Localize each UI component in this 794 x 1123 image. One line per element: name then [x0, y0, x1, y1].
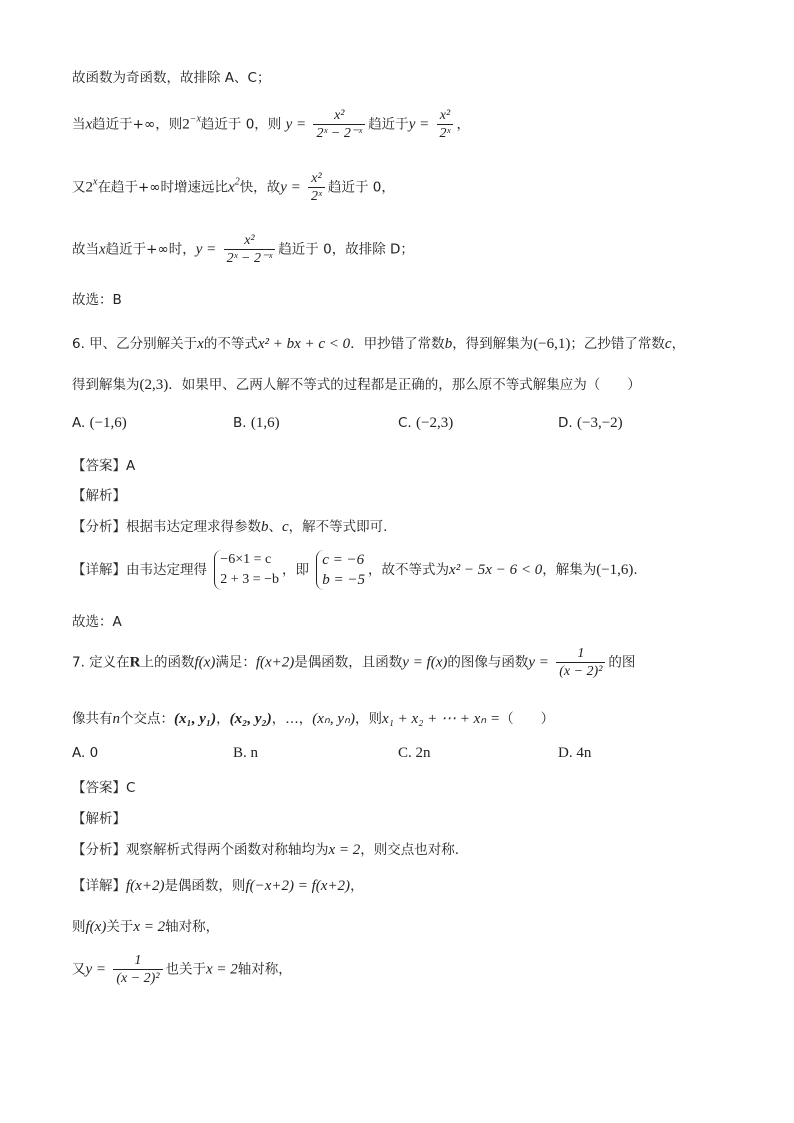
- text-line: 故函数为奇函数，故排除 A、C；: [72, 70, 271, 86]
- option-c: C. 2n: [398, 745, 431, 761]
- question-6: 6. 甲、乙分别解关于x的不等式x² + bx + c < 0．甲抄错了常数b，得到解集为(−6,1)；乙抄错了常数c，: [72, 336, 686, 352]
- fraction: $\frac{1}{\text{(x − 2)²}}$: [113, 952, 162, 987]
- text-line: 又2$^x$在趋于+∞时增速远比$x^2$快，故y = $\frac{\text{x²}}{\text{2ˣ}}$ 趋近于 0，: [72, 171, 395, 204]
- option-b: B. n: [233, 745, 259, 761]
- detail-text: 【详解】f(x+2)是偶函数，则f(−x+2) = f(x+2)，: [72, 878, 364, 894]
- fraction: $\frac{\text{x²}}{\text{2ˣ}}$: [308, 170, 325, 205]
- fraction: $\frac{\text{x²}}{\text{2ˣ − 2⁻ˣ}}$: [313, 107, 365, 142]
- option-d: D. (−3,−2): [558, 415, 623, 431]
- option-a: A. (−1,6): [72, 415, 127, 431]
- option-a: A. 0: [72, 745, 99, 761]
- analysis-text: 【分析】观察解析式得两个函数对称轴均为x = 2，则交点也对称.: [72, 842, 460, 858]
- text-line: 则f(x)关于x = 2轴对称，: [72, 919, 220, 935]
- analysis-label: 【解析】: [72, 811, 126, 827]
- text-line: 又y = $\frac{1}{\text{(x − 2)²}}$ 也关于x = 2轴对称，: [72, 953, 292, 986]
- analysis-text: 【分析】根据韦达定理求得参数b、c，解不等式即可.: [72, 519, 388, 535]
- option-b: B. (1,6): [233, 415, 280, 431]
- fraction: $\frac{1}{\text{(x − 2)²}}$: [556, 645, 605, 680]
- equation-system: −6×1 = c 2 + 3 = −b: [214, 550, 279, 590]
- answer-label: 【答案】A: [72, 458, 136, 474]
- text-line: 故当x趋近于+∞时，y = $\frac{\text{x²}}{\text{2ˣ − 2⁻ˣ}}$ 趋近于 0，故排除 D；: [72, 233, 414, 266]
- detail-text: 【详解】由韦达定理得 −6×1 = c 2 + 3 = −b ，即 c = −6 b = −5 ，故不等式为x² − 5x − 6 < 0，解集为(−1,6).: [72, 552, 638, 588]
- text-line: 当x趋近于+∞，则$2^{-x}$趋近于 0，则 y = $\frac{\text{x²}}{\text{2ˣ − 2⁻ˣ}}$ 趋近于y = $\frac{\text{x²}}{\text{2ˣ}}$ ，: [72, 108, 470, 141]
- text-line: 故选：B: [72, 292, 122, 308]
- equation-system: c = −6 b = −5: [316, 550, 365, 590]
- analysis-label: 【解析】: [72, 488, 126, 504]
- text-line: 故选：A: [72, 614, 122, 630]
- answer-label: 【答案】C: [72, 780, 136, 796]
- fraction: $\frac{\text{x²}}{\text{2ˣ}}$: [437, 107, 454, 142]
- question-6-cont: 得到解集为(2,3)．如果甲、乙两人解不等式的过程都是正确的，那么原不等式解集应为（ ）: [72, 377, 641, 393]
- question-7-cont: 像共有n个交点：(x₁, y₁)，(x₂, y₂)，…，(xₙ, yₙ)，则x₁ + x₂ + ⋯ + xₙ =（ ）: [72, 711, 555, 727]
- fraction: $\frac{\text{x²}}{\text{2ˣ − 2⁻ˣ}}$: [224, 232, 276, 267]
- question-7: 7. 定义在R上的函数f(x)满足：f(x+2)是偶函数，且函数y = f(x)的图像与函数y = $\frac{1}{\text{(x − 2)²}}$ 的图: [72, 646, 636, 679]
- option-d: D. 4n: [558, 745, 592, 761]
- option-c: C. (−2,3): [398, 415, 454, 431]
